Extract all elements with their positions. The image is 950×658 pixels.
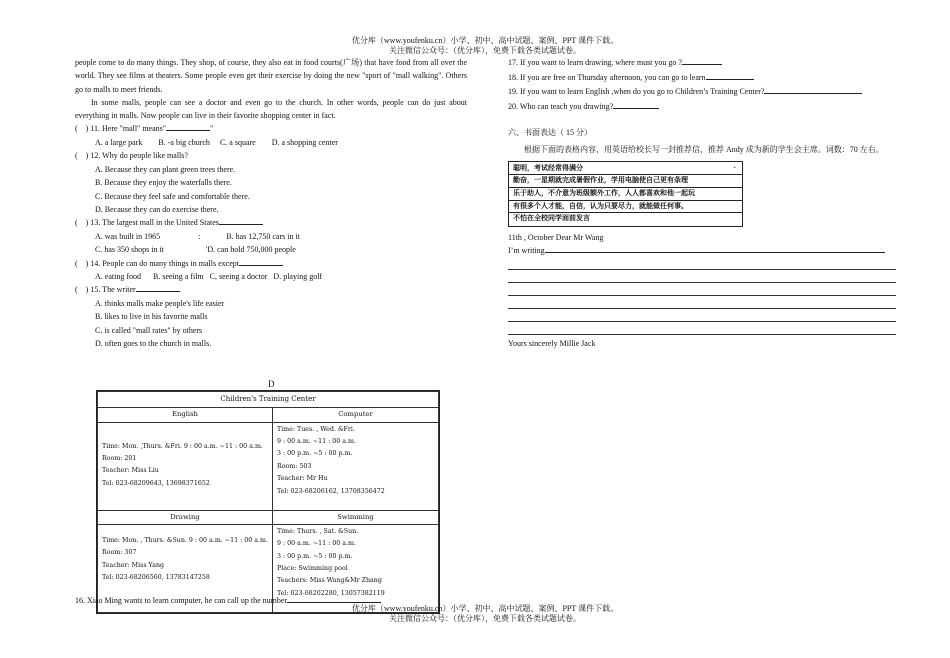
page-header (10, 36, 950, 56)
letter-date-greeting: 11th , October Dear Mr Wang (508, 232, 604, 242)
option-c: C. has 350 shops in it (95, 245, 164, 255)
drawing-heading: Drawing (98, 510, 273, 524)
question-14 (75, 257, 467, 270)
drawing-time: Time: Mon. , Thurs. &Sun. 9 : 00 a.m. ~11 : 00 a.m. (102, 536, 268, 544)
box-row-4: 有很多个人才能，自信，认为只要尽力，就能做任何事。 (509, 201, 742, 214)
question-18 (508, 71, 898, 86)
drawing-teacher: Teacher: Miss Yang (102, 561, 165, 569)
writing-line[interactable] (508, 283, 896, 296)
question-stem: 19. If you want to learn English ,when do you go to Children’s Training Center? (508, 87, 765, 96)
computer-time: Time: Tues. , Wed. &Fri. (276, 425, 355, 433)
computer-heading: Computer (272, 408, 438, 422)
answer-blank[interactable] (219, 216, 263, 225)
answer-paren[interactable]: ( ) (75, 218, 89, 228)
section-6-instructions: 根据下面的表格内容，用英语给校长写一封推荐信，推荐 Andy 成为新的学生会主席。词数：70 左右。 (524, 144, 884, 154)
question-13-options-row-1 (75, 230, 467, 243)
passage-paragraph-1: people come to do many things. They shop, of course, they also eat in food courts(广场) that have food from all over the world. They see films at theaters. Some people even get their exercise by doing the new "sport of "mall walking". Others go to malls to meet friends. (75, 58, 467, 94)
letter-closing: Yours sincerely Millie Jack (508, 339, 596, 349)
computer-details (272, 422, 438, 510)
option-separator: : (198, 231, 201, 241)
swimming-heading: Swimming (272, 510, 438, 524)
box-row-1 (509, 163, 742, 176)
swimming-place: Place: Swimming pool (276, 565, 348, 572)
option-a: A. thinks malls make people's life easier (95, 298, 225, 308)
english-teacher: Teacher: Miss Liu (102, 467, 159, 475)
drawing-tel: Tel: 023-68206560, 13783147258 (102, 574, 210, 581)
question-stem: 11. Here "mall" means" (90, 124, 167, 134)
answer-blank[interactable] (166, 122, 210, 131)
computer-morning: 9 : 00 a.m. ~11 : 00 a.m. (276, 438, 356, 446)
computer-tel: Tel: 023-68206162, 13708356472 (276, 487, 385, 495)
drawing-room: Room: 307 (102, 549, 137, 557)
option-b: B. seeing a film (153, 271, 204, 281)
page-footer (10, 604, 950, 624)
question-14-options (75, 270, 467, 283)
answer-blank[interactable] (136, 283, 180, 292)
answer-paren[interactable]: ( ) (75, 124, 89, 134)
box-row-3: 乐于助人，不介意为班级额外工作，人人都喜欢和他一起玩 (509, 188, 742, 201)
section-6-title: 六、书面表达（ 15 分） (508, 128, 592, 137)
swimming-teachers: Teachers: Miss Wang&Mr Zhang (276, 577, 382, 585)
answer-blank[interactable] (287, 594, 381, 603)
option-b: B. Because they enjoy the waterfalls there. (95, 178, 232, 188)
computer-afternoon: 3 : 00 p.m. ~5 : 00 p.m. (276, 450, 353, 458)
option-c: C. a square (219, 137, 256, 147)
option-b: B. likes to live in his favorite malls (95, 312, 208, 322)
question-stem: 17. If you want to learn drawing, where must you go ? (508, 58, 682, 67)
question-13-options-row-2 (75, 243, 467, 256)
left-column (75, 56, 467, 350)
option-d: D. often goes to the church in malls. (95, 338, 212, 348)
question-11 (75, 122, 467, 135)
footer-line-2: 关注微信公众号：（优分库），免费下载各类试题试卷。 (389, 614, 581, 623)
english-tel: Tel: 023-68209643, 13698371652 (102, 479, 210, 487)
option-c: C. is called "mall rates" by others (95, 325, 203, 335)
answer-paren[interactable]: ( ) (75, 285, 89, 295)
english-heading: English (98, 408, 273, 422)
section-d-label: D (268, 379, 275, 389)
option-a: A. eating food (95, 271, 141, 281)
writing-line[interactable] (508, 322, 896, 335)
answer-paren[interactable]: ( ) (75, 151, 89, 161)
question-stem: 15. The writer (90, 285, 136, 295)
question-stem: 13. The largest mall in the United States (90, 218, 219, 228)
answer-blank[interactable] (239, 257, 283, 266)
option-a: A. a large park (95, 137, 143, 147)
english-room: Room: 201 (102, 455, 137, 463)
option-a: A. Because they can plant green trees there. (95, 164, 236, 174)
question-13 (75, 216, 467, 229)
question-stem: 18. If you are free on Thursday afternoon, you can go to learn (508, 72, 706, 82)
question-stem: 14. People can do many things in malls except (90, 258, 239, 268)
option-d: D. playing golf (273, 271, 323, 281)
question-15 (75, 283, 467, 296)
swimming-afternoon: 3 : 00 p.m. ~5 : 00 p.m. (276, 552, 353, 560)
header-line-2: 关注微信公众号：（优分库），免费下载各类试题试卷。 (389, 46, 581, 55)
header-line-1: 优分库（www.youfenku.cn）小学、初中、高中试题、案例、PPT 课件下载。 (351, 36, 619, 45)
option-d: D. Because they can do exercise there. (95, 204, 219, 214)
option-d: 'D. can hold 750,000 people (205, 245, 296, 255)
writing-line[interactable] (508, 296, 896, 309)
question-stem: 12. Why do people like malls? (90, 151, 188, 161)
question-20 (508, 100, 898, 115)
letter-first-line (508, 244, 898, 257)
question-stem: 20. Who can teach you drawing? (508, 101, 614, 111)
swimming-time: Time: Thurs. , Sat. &Sun. (276, 527, 359, 535)
training-center-schedule (96, 390, 440, 614)
answer-blank[interactable] (613, 100, 659, 109)
box-row-2: 勤奋，一星期就完成暑假作业，学用电脑使自己更有条理 (509, 175, 742, 188)
option-c: C, seeing a doctor (209, 271, 268, 281)
option-d: D. a shopping center (271, 137, 338, 147)
swimming-morning: 9 : 00 a.m. ~11 : 00 a.m. (276, 540, 356, 548)
answer-blank[interactable] (764, 85, 862, 94)
english-details (98, 422, 273, 510)
writing-line[interactable] (508, 256, 896, 269)
quote-end: " (210, 124, 214, 134)
computer-teacher: Teacher: Mr Hu (276, 475, 328, 483)
answer-blank[interactable] (682, 56, 722, 65)
writing-line[interactable] (508, 270, 896, 283)
footer-line-1: 优分库（www.youfenku.cn）小学、初中、高中试题、案例、PPT 课件下载。 (351, 604, 619, 613)
letter-start: I’m writing (508, 245, 545, 255)
box-mark: · (733, 163, 736, 172)
option-b: B. -a big church (158, 137, 210, 147)
question-11-options (75, 136, 467, 149)
english-time: Time: Mon. ,Thurs. &Fri. 9 : 00 a.m. ~11 : 00 a.m. (102, 442, 263, 450)
option-a: A. was built in 1965 (95, 231, 161, 241)
question-19 (508, 85, 898, 100)
option-c: C. Because they feel safe and comfortable there. (95, 191, 250, 201)
passage-paragraph-2: In some malls, people can see a doctor and even go to the church. In other words, people can do just about everything in malls. Now people can live in their favorite shopping center in fact. (75, 97, 467, 121)
box-row-5: 不怕在全校同学面前发言 (513, 214, 590, 223)
box-row-text: 聪明，考试经常得满分 (513, 163, 583, 172)
writing-line[interactable] (508, 309, 896, 322)
computer-room: Room: 503 (276, 462, 312, 470)
answer-blank[interactable] (706, 71, 754, 80)
swimming-tel: Tel: 023-68202280, 13057382119 (276, 589, 385, 597)
right-column (508, 56, 898, 350)
option-b: B. has 12,750 cars in it (226, 231, 300, 241)
question-stem: 16. Xiao Ming wants to learn computer, he can call up the number (75, 596, 288, 605)
question-12 (75, 149, 467, 162)
answer-paren[interactable]: ( ) (75, 258, 89, 268)
writing-line[interactable] (545, 244, 885, 253)
question-17 (508, 56, 898, 71)
schedule-title: Children's Training Center (98, 392, 439, 408)
recommendation-box (508, 161, 743, 227)
